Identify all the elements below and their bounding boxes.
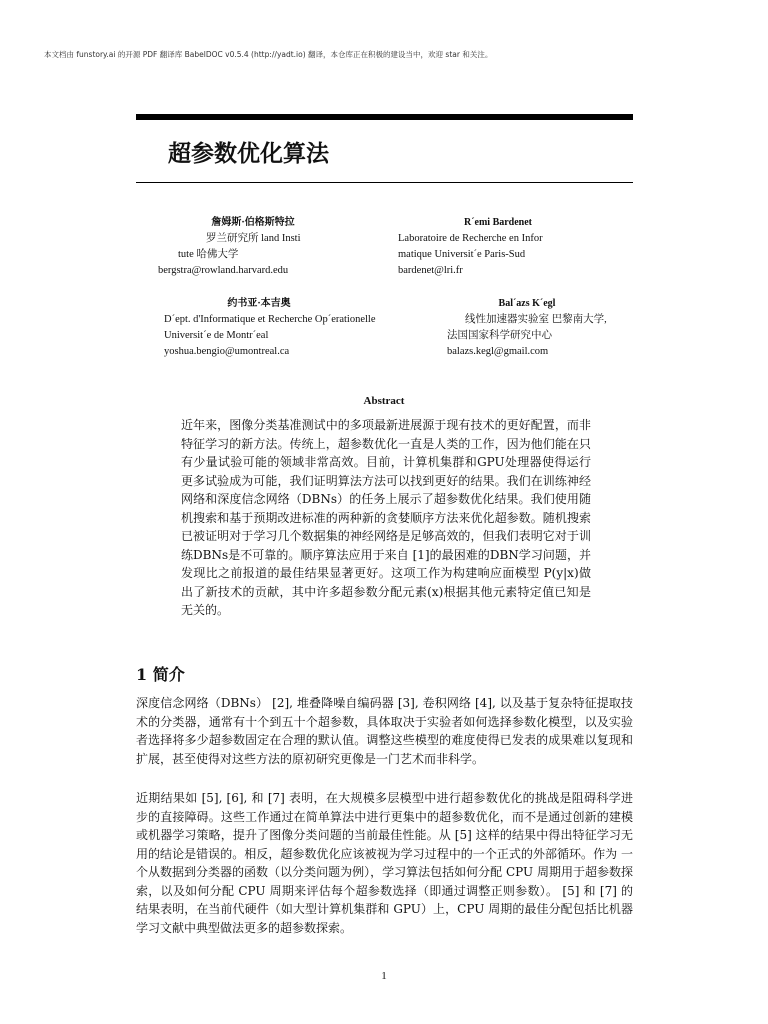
page-number: 1 xyxy=(381,970,387,982)
body-paragraph: 近期结果如 [5], [6], 和 [7] 表明，在大规模多层模型中进行超参数优化的挑战是阻碍科学进步的直接障碍。这些工作通过在简单算法中进行更集中的超参数优化，而不是通过创新的建模或机器学习策略，提升了图像分类问题的当前最佳性能。从 [5] 这样的结果中得出特征学习无用的结论是错误的。相反，超参数优化应该被视为学习过程中的一个正式的外部循环。作为 一个从数据到分类器的函数（以分类问题为例），学习算法包括如何分配 CPU 周期用于超参数探索，以及如何分配 CPU 周期来评估每个超参数选择（即通过调整正则参数）。 [5] 和 [7] 的结果表明，在当前代硬件（如大型计算机集群和 GPU）上，CPU 周期的最佳分配包括比机器学习文献中典型做法更多的超参数探索。 xyxy=(136,791,633,935)
author-block-bengio xyxy=(164,296,376,360)
author-affiliation: 线性加速器实验室 巴黎南大学, xyxy=(465,314,607,325)
author-affiliation: D´ept. d'Informatique et Recherche Op´erationelle xyxy=(164,314,376,325)
title-top-rule xyxy=(136,114,633,120)
author-name: 约书亚·本吉奥 xyxy=(227,298,291,309)
author-affiliation: tute 哈佛大学 xyxy=(178,249,239,260)
title-bottom-rule xyxy=(136,182,633,183)
body-paragraph: 深度信念网络（DBNs） [2], 堆叠降噪自编码器 [3], 卷积网络 [4], 以及基于复杂特征提取技术的分类器，通常有十个到五十个超参数，具体取决于实验者如何选择参数化模型，以及实验者选择将多少超参数固定在合理的默认值。调整这些模型的难度使得已发表的成果难以复现和扩展，甚至使得对这些方法的原初研究更像是一门艺术而非科学。 xyxy=(136,696,633,766)
author-block-bardenet xyxy=(398,215,598,279)
author-affiliation: matique Universit´e Paris-Sud xyxy=(398,249,526,260)
author-affiliation: 法国国家科学研究中心 xyxy=(447,330,552,341)
author-name: 詹姆斯·伯格斯特拉 xyxy=(211,217,295,228)
author-email: bardenet@lri.fr xyxy=(398,265,463,276)
translation-notice: 本文档由 funstory.ai 的开源 PDF 翻译库 BabelDOC v0.5.4 (http://yadt.io) 翻译，本仓库正在积极的建设当中，欢迎 star 和关注。 xyxy=(44,50,493,59)
author-email: yoshua.bengio@umontreal.ca xyxy=(164,346,290,357)
author-email: balazs.kegl@gmail.com xyxy=(447,346,549,357)
author-name: R´emi Bardenet xyxy=(463,217,533,228)
author-email: bergstra@rowland.harvard.edu xyxy=(158,265,289,276)
author-affiliation: Laboratoire de Recherche en Infor xyxy=(398,233,543,244)
paper-title: 超参数优化算法 xyxy=(168,140,329,167)
section-heading: 1 简介 xyxy=(136,665,185,684)
author-affiliation: 罗兰研究所 land Insti xyxy=(206,233,301,244)
author-affiliation: Universit´e de Montr´eal xyxy=(164,330,269,341)
abstract-text: 近年来，图像分类基准测试中的多项最新进展源于现有技术的更好配置，而非特征学习的新方法。传统上，超参数优化一直是人类的工作，因为他们能在只有少量试验可能的领域非常高效。目前，计算机集群和GPU处理器使得运行更多试验成为可能，我们证明算法方法可以找到更好的结果。我们在训练神经网络和深度信念网络（DBNs）的任务上展示了超参数优化结果。我们使用随机搜索和基于预期改进标准的两种新的贪婪顺序方法来优化超参数。随机搜索已被证明对于学习几个数据集的神经网络是足够高效的，但我们表明它对于训练DBNs是不可靠的。顺序算法应用于来自 [1]的最困难的DBN学习问题，并发现比之前报道的最佳结果显著更好。这项工作为构建响应面模型 P(y|x)做出了新技术的贡献，其中许多超参数分配元素(x)根据其他元素特定值已知是无关的。 xyxy=(181,418,591,617)
author-block-bergstra xyxy=(158,215,348,279)
author-name: Bal´azs K´egl xyxy=(498,298,556,309)
author-block-kegl xyxy=(447,296,607,360)
abstract-heading: Abstract xyxy=(363,395,405,407)
